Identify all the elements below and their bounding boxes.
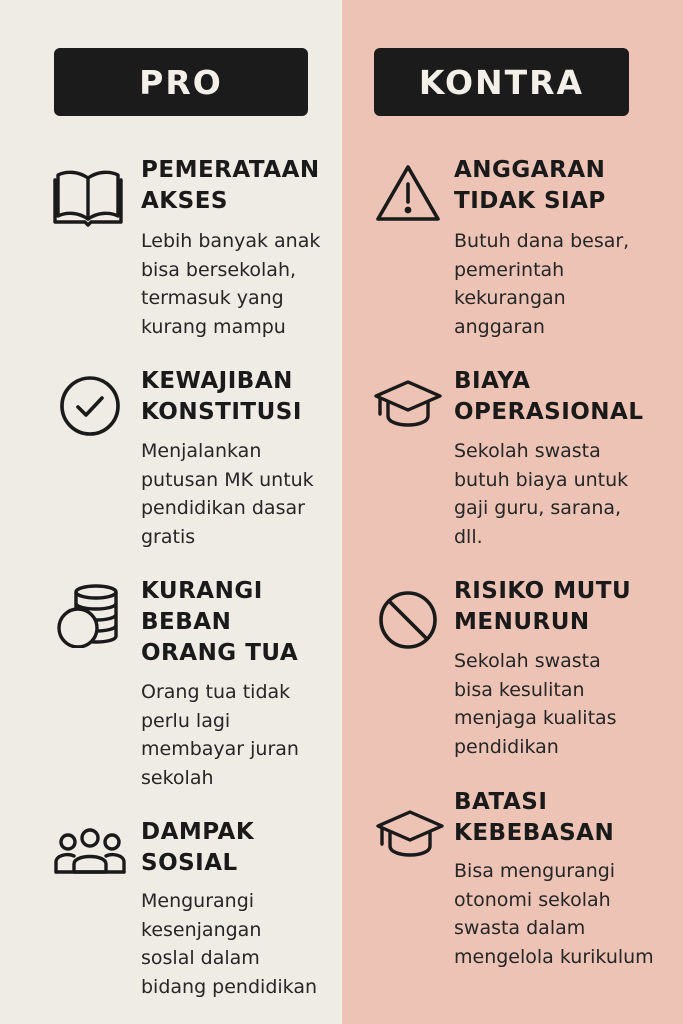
pro-item-title: KEWAJIBAN KONSTITUSI xyxy=(141,368,302,425)
kontra-item-title: ANGGARAN TIDAK SIAP xyxy=(454,157,606,214)
check-circle-icon xyxy=(54,374,126,438)
pro-item-title: DAMPAK SOSIAL xyxy=(141,819,255,876)
kontra-item-desc: Butuh dana besar, pemerintah kekurangan anggaran xyxy=(454,230,630,338)
pro-item-desc: Lebih banyak anak bisa bersekolah, termasuk yang kurang mampu xyxy=(141,230,321,338)
coins-icon xyxy=(52,584,124,648)
pro-item-desc: Orang tua tidak perlu lagi membayar juran sekolah xyxy=(141,681,299,789)
kontra-item-desc: Sekolah swasta butuh biaya untuk gaji guru, sarana, dll. xyxy=(454,440,629,548)
kontra-item-title: BIAYA OPERASIONAL xyxy=(454,368,644,425)
kontra-item-desc: Bisa mengurangi otonomi sekolah swasta dalam mengelola kurikulum xyxy=(454,860,654,968)
kontra-column xyxy=(342,0,683,1024)
warning-triangle-icon xyxy=(372,162,444,226)
pro-item-desc: Mengurangi kesenjangan soslal dalam bidang pendidikan xyxy=(141,890,318,998)
pro-item-title: PEMERATAAN AKSES xyxy=(141,157,320,214)
people-group-icon xyxy=(54,826,126,890)
graduation-cap-icon xyxy=(372,376,444,440)
kontra-item-title: BATASI KEBEBASAN xyxy=(454,789,615,846)
pro-header: PRO xyxy=(54,48,308,116)
open-book-icon xyxy=(52,166,124,230)
kontra-header: KONTRA xyxy=(374,48,629,116)
graduation-cap-icon xyxy=(374,806,446,870)
pro-item-desc: Menjalankan putusan MK untuk pendidikan dasar gratis xyxy=(141,440,314,548)
kontra-item-desc: Sekolah swasta bisa kesulitan menjaga kualitas pendidikan xyxy=(454,650,617,758)
pro-item-title: KURANGI BEBAN ORANG TUA xyxy=(141,578,299,666)
prohibited-icon xyxy=(372,588,444,652)
kontra-item-title: RISIKO MUTU MENURUN xyxy=(454,578,632,635)
